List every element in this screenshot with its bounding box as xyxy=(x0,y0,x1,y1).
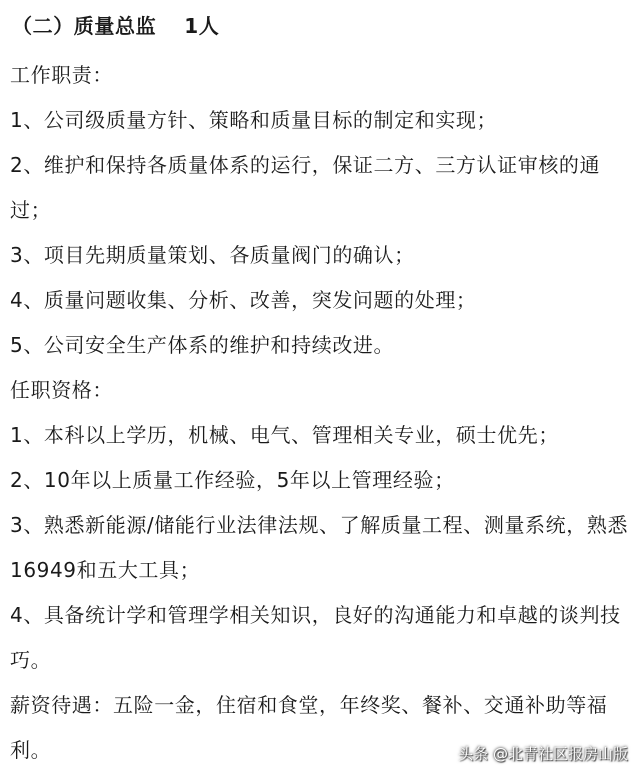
requirement-item: 1、本科以上学历，机械、电气、管理相关专业，硕士优先； xyxy=(10,423,559,447)
duty-item: 4、质量问题收集、分析、改善，突发问题的处理； xyxy=(10,288,477,312)
benefits-line-continuation: 利。 xyxy=(10,738,52,762)
requirement-item-continuation: 巧。 xyxy=(10,648,52,672)
requirement-item: 4、具备统计学和管理学相关知识，良好的沟通能力和卓越的谈判技 xyxy=(10,603,621,627)
requirement-item: 3、熟悉新能源/储能行业法律法规、了解质量工程、测量系统，熟悉 xyxy=(10,513,629,537)
watermark: 头条 @北青社区报房山版 xyxy=(458,745,628,763)
requirement-item-continuation: 16949和五大工具； xyxy=(10,558,201,582)
duty-item: 3、项目先期质量策划、各质量阀门的确认； xyxy=(10,243,415,267)
section-title-text: （二）质量总监 xyxy=(12,14,157,38)
duties-heading: 工作职责： xyxy=(10,63,113,87)
duty-item-continuation: 过； xyxy=(10,198,52,222)
benefits-line: 薪资待遇：五险一金，住宿和食堂，年终奖、餐补、交通补助等福 xyxy=(10,693,608,717)
duty-item: 5、公司安全生产体系的维护和持续改进。 xyxy=(10,333,395,357)
headcount: 1人 xyxy=(184,14,220,38)
requirement-item: 2、10年以上质量工作经验，5年以上管理经验； xyxy=(10,468,455,492)
duty-item: 1、公司级质量方针、策略和质量目标的制定和实现； xyxy=(10,108,498,132)
requirements-heading: 任职资格： xyxy=(10,378,113,402)
duty-item: 2、维护和保持各质量体系的运行，保证二方、三方认证审核的通 xyxy=(10,153,601,177)
section-title xyxy=(12,14,219,38)
